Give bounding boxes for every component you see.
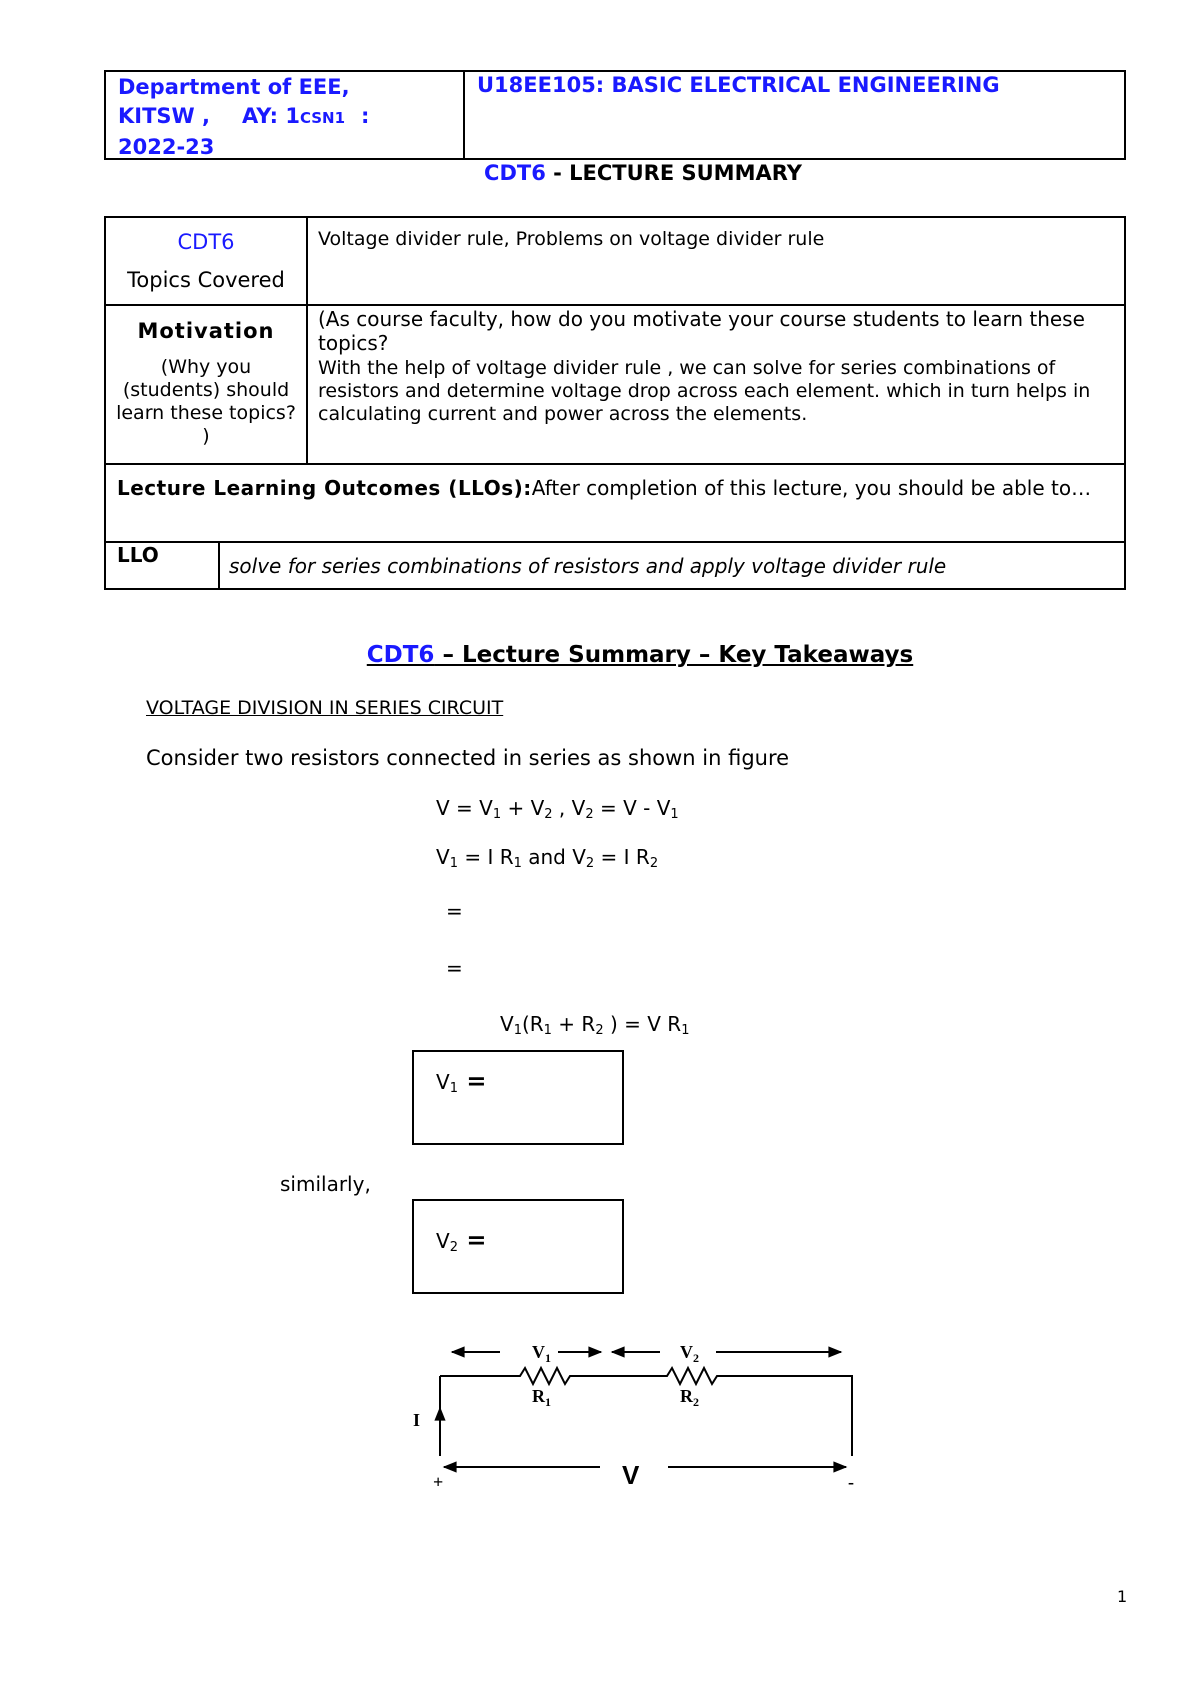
minus-terminal: - <box>848 1472 854 1492</box>
dept-line-2b: AY: 1 <box>242 104 300 128</box>
v1-label: $V_1$ <box>532 1342 551 1365</box>
dept-line-3: 2022-23 <box>118 135 215 159</box>
topics-text: Voltage divider rule, Problems on voltage divider rule <box>318 228 825 250</box>
llo-heading-text: After completion of this lecture, you should be able to… <box>531 476 1092 500</box>
total-voltage-label: V <box>622 1460 640 1490</box>
equation-1: $V = V_1 + V_2$ , $V_2 = V - V_1$ <box>436 796 679 822</box>
motivation-text: With the help of voltage divider rule , we can solve for series combinations of resistors and determine voltage drop across each element. which in turn helps in calculating current and power across the elements. <box>318 357 1091 425</box>
takeaways-title-rest: – Lecture Summary – Key Takeaways <box>434 642 914 668</box>
equation-2: $V_1 = I$ $R_1$ and $V_2 = I$ $R_2$ <box>436 845 659 871</box>
dept-line-2d: : <box>361 104 370 128</box>
motivation-subtext: (Why you (students) should learn these topics? ) <box>116 356 296 447</box>
llo-heading-label: Lecture Learning Outcomes (LLOs): <box>117 476 532 500</box>
takeaways-title-code: CDT6 <box>366 642 435 668</box>
r1-label: $R_1$ <box>532 1386 551 1409</box>
llo-text: solve for series combinations of resistors and apply voltage divider rule <box>229 554 947 578</box>
cdt-label: CDT6 <box>177 230 235 254</box>
equation-3: = <box>446 899 463 923</box>
circuit-top-wire <box>440 1368 852 1456</box>
v2-result: $V_2$ = <box>436 1226 487 1255</box>
page-number: 1 <box>1117 1587 1128 1606</box>
r2-label: $R_2$ <box>680 1386 699 1409</box>
page-heading-code: CDT6 <box>484 161 546 185</box>
current-label: I <box>413 1410 421 1430</box>
motivation-question: (As course faculty, how do you motivate your course students to learn these topics? <box>318 307 1085 355</box>
v1-result: $V_1$ = <box>436 1067 487 1096</box>
dept-line-1: Department of EEE, <box>118 75 350 99</box>
dept-line-2a: KITSW , <box>118 104 210 128</box>
motivation-label: Motivation <box>137 319 275 343</box>
plus-terminal: + <box>433 1472 444 1492</box>
llo-label: LLO <box>117 543 159 567</box>
section-heading: VOLTAGE DIVISION IN SERIES CIRCUIT <box>146 697 504 719</box>
dept-line-2c: CSN1 <box>299 109 346 127</box>
course-title: U18EE105: BASIC ELECTRICAL ENGINEERING <box>477 73 1000 97</box>
intro-text: Consider two resistors connected in series as shown in figure <box>146 746 790 770</box>
similarly-text: similarly, <box>280 1172 371 1196</box>
equation-4: = <box>446 956 463 980</box>
v2-label: $V_2$ <box>680 1342 699 1365</box>
page-heading-rest: - LECTURE SUMMARY <box>545 161 802 185</box>
equation-5: $V_1(R_1 + R_2$ ) = V $R_1$ <box>500 1012 690 1038</box>
topics-label: Topics Covered <box>127 268 285 292</box>
